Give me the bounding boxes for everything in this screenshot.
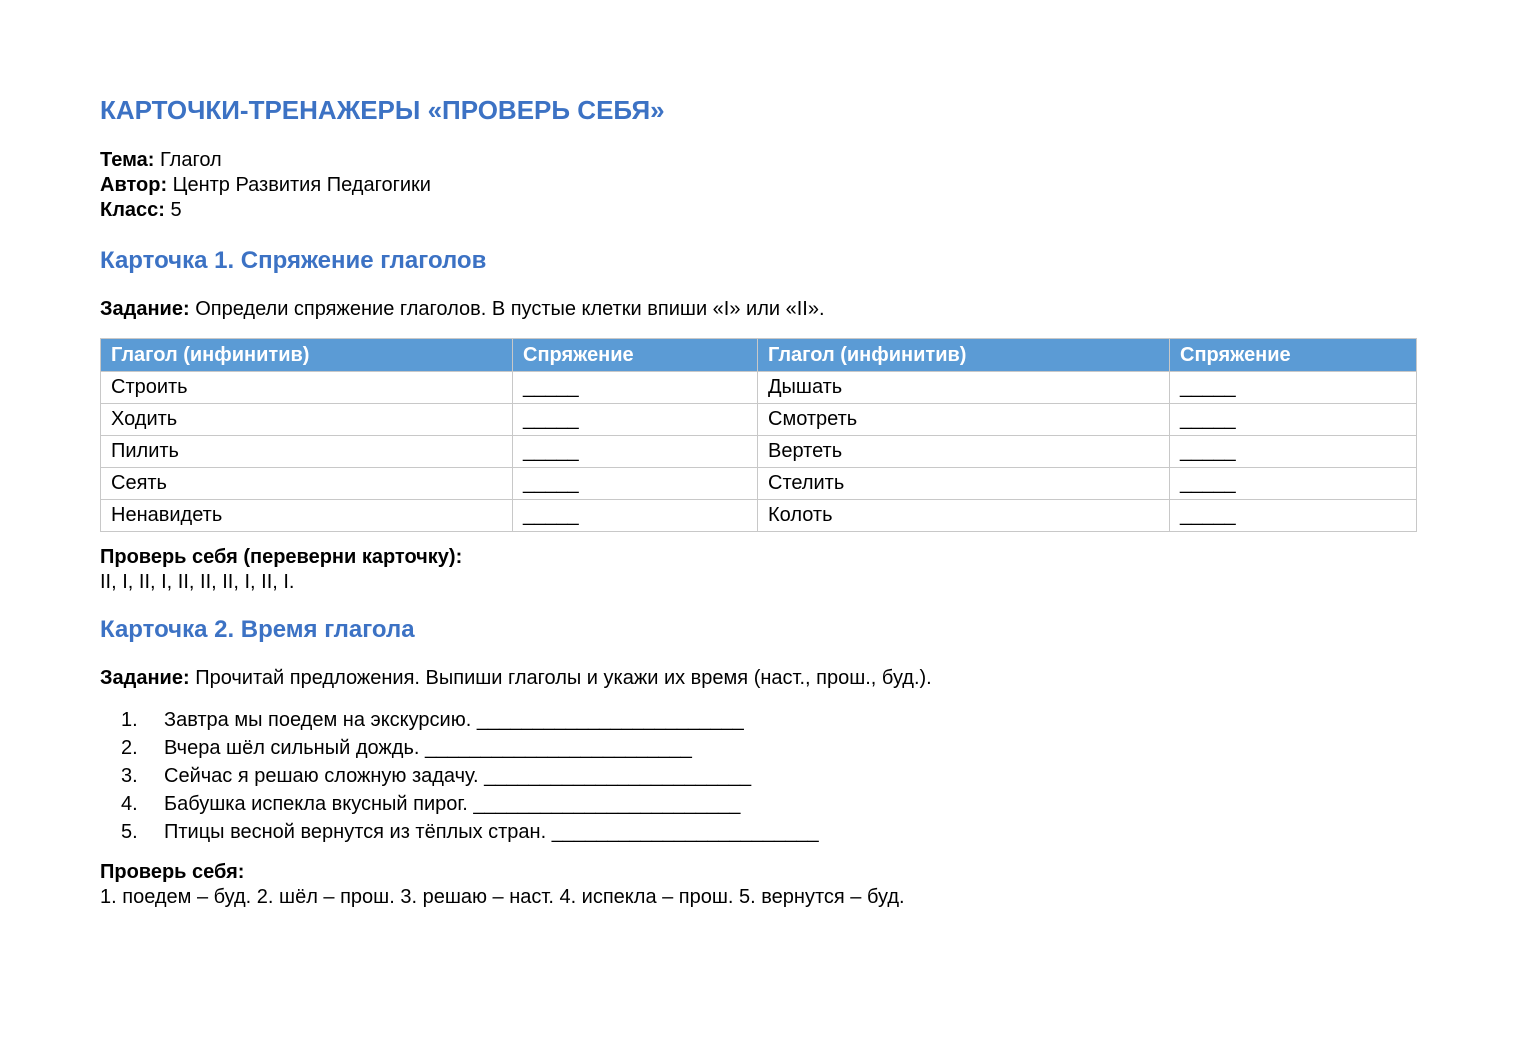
table-header-cell: Глагол (инфинитив) [758,339,1170,372]
meta-author-label: Автор: [100,174,168,196]
card2-check-answer: 1. поедем – буд. 2. шёл – прош. 3. решаю – наст. 4. испекла – прош. 5. вернутся – буд. [100,886,905,908]
list-item-number: 2. [121,737,138,759]
list-item-text[interactable]: Вчера шёл сильный дождь. ________________________ [164,737,692,759]
meta-topic-value: Глагол [159,149,222,171]
meta-topic-label: Тема: [100,149,155,171]
meta-grade [100,198,431,223]
list-item-number: 3. [121,765,138,787]
table-row [101,372,1417,404]
list-item-text[interactable]: Птицы весной вернутся из тёплых стран. ________________________ [164,821,819,843]
table-header-cell: Спряжение [513,339,758,372]
verb-cell: Пилить [101,436,513,468]
card1-heading: Карточка 1. Спряжение глаголов [100,247,487,274]
card1-check-label: Проверь себя (переверни карточку): [100,546,463,568]
card2-task-text: Прочитай предложения. Выпиши глаголы и укажи их время (наст., прош., буд.). [195,667,932,689]
document-meta [100,148,431,223]
verb-cell: Ходить [101,404,513,436]
card1-task [100,297,825,322]
conjugation-table [100,338,1417,532]
sentence-list [100,706,819,846]
card1-task-text: Определи спряжение глаголов. В пустые клетки впиши «I» или «II». [195,298,825,320]
card1-check-answer: II, I, II, I, II, II, II, I, II, I. [100,571,295,593]
answer-blank[interactable]: _____ [513,404,758,436]
answer-blank[interactable]: _____ [513,372,758,404]
answer-blank[interactable]: _____ [1170,372,1417,404]
verb-cell: Ненавидеть [101,500,513,532]
answer-blank[interactable]: _____ [1170,436,1417,468]
list-item [100,706,819,734]
verb-cell: Строить [101,372,513,404]
list-item [100,762,819,790]
table-header-row [101,339,1417,372]
card2-task-label: Задание: [100,667,190,689]
answer-blank[interactable]: _____ [513,500,758,532]
card1-task-label: Задание: [100,298,190,320]
answer-blank[interactable]: _____ [513,468,758,500]
card2-task [100,666,932,691]
list-item [100,734,819,762]
list-item [100,790,819,818]
list-item-number: 5. [121,821,138,843]
list-item-number: 1. [121,709,138,731]
meta-author-value: Центр Развития Педагогики [172,174,431,196]
verb-cell: Колоть [758,500,1170,532]
verb-cell: Стелить [758,468,1170,500]
answer-blank[interactable]: _____ [1170,404,1417,436]
answer-blank[interactable]: _____ [513,436,758,468]
list-item-number: 4. [121,793,138,815]
list-item-text[interactable]: Сейчас я решаю сложную задачу. ________________________ [164,765,752,787]
document-title: КАРТОЧКИ-ТРЕНАЖЕРЫ «ПРОВЕРЬ СЕБЯ» [100,95,665,125]
verb-cell: Смотреть [758,404,1170,436]
verb-cell: Сеять [101,468,513,500]
table-header-cell: Глагол (инфинитив) [101,339,513,372]
card2-heading: Карточка 2. Время глагола [100,616,415,643]
answer-blank[interactable]: _____ [1170,500,1417,532]
list-item-text[interactable]: Завтра мы поедем на экскурсию. ________________________ [164,709,744,731]
meta-grade-value: 5 [170,199,182,221]
table-row [101,500,1417,532]
table-header-cell: Спряжение [1170,339,1417,372]
verb-cell: Дышать [758,372,1170,404]
meta-topic [100,148,431,173]
list-item-text[interactable]: Бабушка испекла вкусный пирог. ________________________ [164,793,741,815]
table-row [101,404,1417,436]
meta-author [100,173,431,198]
table-row [101,436,1417,468]
meta-grade-label: Класс: [100,199,165,221]
table-row [101,468,1417,500]
verb-cell: Вертеть [758,436,1170,468]
answer-blank[interactable]: _____ [1170,468,1417,500]
card2-check-label: Проверь себя: [100,861,245,883]
list-item [100,818,819,846]
